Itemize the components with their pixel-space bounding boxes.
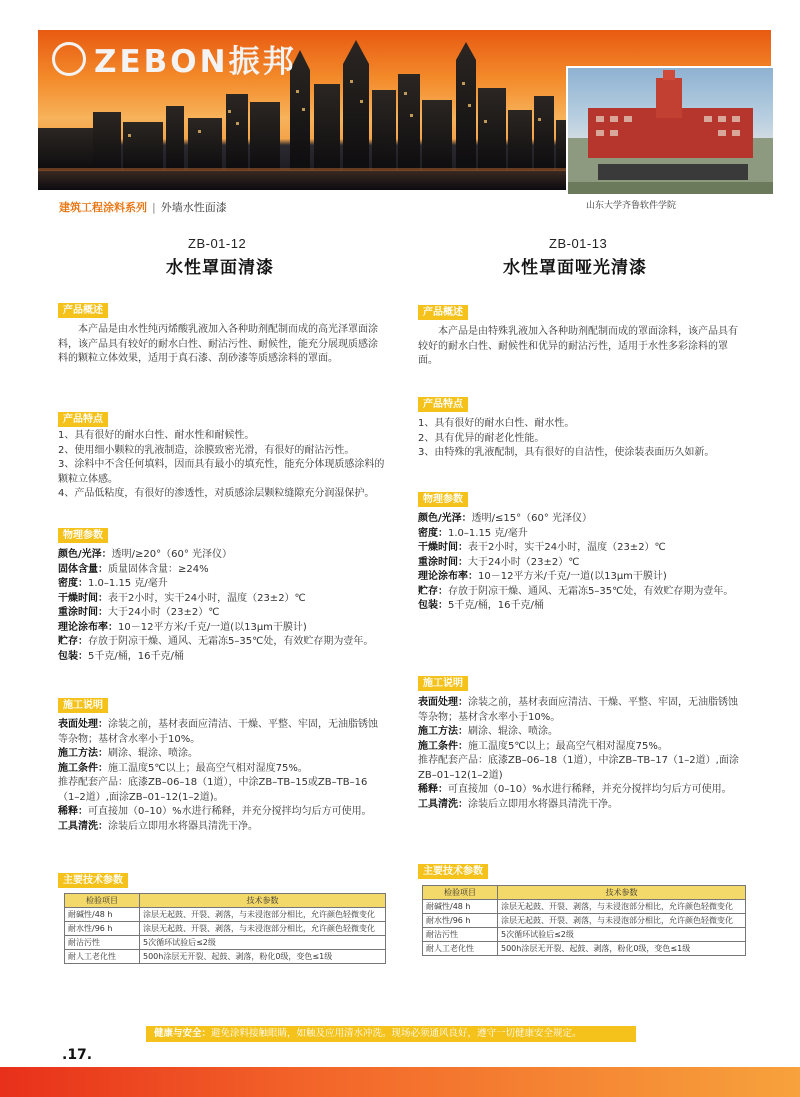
right-features-tag: 产品特点 xyxy=(418,397,468,412)
health-label: 健康与安全： xyxy=(154,1028,212,1039)
param-item: 包装：5千克/桶，16千克/桶 xyxy=(418,600,544,611)
construction-item: 工具清洗：涂装后立即用水将器具清洗干净。 xyxy=(58,820,258,832)
building-photo xyxy=(566,66,775,196)
page-number: .17. xyxy=(62,1047,93,1063)
feature-item: 3、由特殊的乳液配制，具有很好的自洁性，使涂装表面历久如新。 xyxy=(418,447,715,458)
table-row: 耐水性/96 h 涂层无起鼓、开裂、剥落，与未浸泡部分相比，允许颜色轻微变化 xyxy=(423,914,746,928)
param-item: 理论涂布率：10－12平方米/千克/一道(以13μm干膜计) xyxy=(418,571,667,582)
param-item: 干燥时间：表干2小时，实干24小时，温度（23±2）℃ xyxy=(418,542,666,553)
feature-item: 1、具有很好的耐水白性、耐水性和耐候性。 xyxy=(58,430,255,441)
construction-item: 施工条件：施工温度5℃以上；最高空气相对湿度75%。 xyxy=(58,762,308,774)
right-product-title: 水性罩面哑光清漆 xyxy=(503,258,647,278)
construction-item: 施工方法：刷涂、辊涂、喷涂。 xyxy=(58,748,198,759)
left-product-code: ZB-01-12 xyxy=(188,236,247,251)
left-product-title: 水性罩面清漆 xyxy=(166,258,274,278)
health-safety-banner xyxy=(146,1026,636,1042)
health-text: 避免涂料接触眼睛，如触及应用清水冲洗。现场必须通风良好，遵守一切健康安全规定。 xyxy=(211,1028,582,1039)
table-header-cell: 技术参数 xyxy=(140,894,386,908)
construction-item: 表面处理：涂装之前，基材表面应清洁、干燥、平整、牢固，无油脂锈蚀等杂物；基材含水率小于10%。 xyxy=(418,697,738,723)
feature-item: 1、具有很好的耐水白性、耐水性。 xyxy=(418,418,575,429)
right-spec-table xyxy=(422,885,746,956)
table-row: 耐人工老化性 500h涂层无开裂、起鼓、剥落，粉化0级，变色≤1级 xyxy=(423,942,746,956)
left-features-list xyxy=(58,429,386,502)
table-header-row xyxy=(423,886,746,900)
right-overview-tag: 产品概述 xyxy=(418,305,468,320)
series-category: 外墙水性面漆 xyxy=(160,201,227,214)
right-construction-tag: 施工说明 xyxy=(418,676,468,691)
param-item: 干燥时间：表干2小时，实干24小时，温度（23±2）℃ xyxy=(58,592,306,604)
table-row: 耐水性/96 h 涂层无起鼓、开裂、剥落，与未浸泡部分相比，允许颜色轻微变化 xyxy=(65,922,386,936)
construction-item: 表面处理：涂装之前，基材表面应清洁、干燥、平整、牢固，无油脂锈蚀等杂物；基材含水率小于10%。 xyxy=(58,719,378,745)
series-name: 建筑工程涂料系列 xyxy=(59,201,147,214)
table-header-cell: 检验项目 xyxy=(423,886,498,900)
left-construction-list xyxy=(58,718,386,834)
table-header-cell: 技术参数 xyxy=(498,886,746,900)
footer-bar xyxy=(0,1067,800,1097)
right-overview-text: 本产品是由特殊乳液加入各种助剂配制而成的罩面涂料，该产品具有较好的耐水白性、耐候性和优异的耐沾污性，适用于水性多彩涂料的罩面。 xyxy=(418,326,738,366)
table-header-row xyxy=(65,894,386,908)
table-row: 耐碱性/48 h 涂层无起鼓、开裂、剥落，与未浸泡部分相比，允许颜色轻微变化 xyxy=(423,900,746,914)
param-item: 贮存：存放于阴凉干燥、通风、无霜冻5–35℃处，有效贮存期为壹年。 xyxy=(418,585,734,597)
photo-caption: 山东大学齐鲁软件学院 xyxy=(586,201,677,211)
param-item: 颜色/光泽：透明/≤15°（60° 光泽仪） xyxy=(418,513,593,524)
param-item: 贮存：存放于阴凉干燥、通风、无霜冻5–35℃处，有效贮存期为壹年。 xyxy=(58,636,374,647)
param-item: 重涂时间：大于24小时（23±2）℃ xyxy=(58,607,220,618)
series-breadcrumb xyxy=(59,199,227,215)
right-table-tag: 主要技术参数 xyxy=(418,864,488,879)
university-building-image xyxy=(568,68,773,194)
left-spec-table xyxy=(64,893,386,964)
param-item: 颜色/光泽：透明/≥20°（60° 光泽仪） xyxy=(58,549,233,560)
right-product-code: ZB-01-13 xyxy=(549,236,608,251)
param-item: 密度：1.0–1.15 克/毫升 xyxy=(58,578,168,589)
feature-item: 3、涂料中不含任何填料，因而具有最小的填充性，能充分体现质感涂料的颗粒立体感。 xyxy=(58,459,385,485)
param-item: 密度：1.0–1.15 克/毫升 xyxy=(418,527,528,539)
left-construction-tag: 施工说明 xyxy=(58,698,108,713)
construction-item: 施工方法：刷涂、辊涂、喷涂。 xyxy=(418,726,558,737)
right-construction-list xyxy=(418,696,746,812)
right-features-list xyxy=(418,417,746,461)
left-params-list xyxy=(58,548,386,664)
table-row: 耐沾污性 5次循环试验后≤2级 xyxy=(423,928,746,942)
left-overview-tag: 产品概述 xyxy=(58,303,108,318)
feature-item: 2、具有优异的耐老化性能。 xyxy=(418,432,545,444)
param-item: 重涂时间：大于24小时（23±2）℃ xyxy=(418,556,580,568)
left-overview-text: 本产品是由水性纯丙烯酸乳液加入各种助剂配制而成的高光泽罩面涂料，该产品具有较好的耐水白性、耐沾污性、耐候性，能充分展现质感涂料的颗粒立体效果，适用于真石漆、刮砂漆等质感涂料的罩面。 xyxy=(58,324,378,364)
table-row: 耐人工老化性 500h涂层无开裂、起鼓、剥落，粉化0级，变色≤1级 xyxy=(65,950,386,964)
brand-logo: ZEBON振邦 xyxy=(52,36,297,81)
brand-mark-icon xyxy=(52,42,86,76)
construction-item: 稀释：可直接加（0–10）%水进行稀释，并充分搅拌均匀后方可使用。 xyxy=(58,806,372,817)
param-item: 固体含量：质量固体含量：≥24% xyxy=(58,563,209,575)
left-features-tag: 产品特点 xyxy=(58,412,108,427)
construction-item: 工具清洗：涂装后立即用水将器具清洗干净。 xyxy=(418,798,618,810)
left-table-tag: 主要技术参数 xyxy=(58,873,128,888)
table-row: 耐沾污性 5次循环试验后≤2级 xyxy=(65,936,386,950)
param-item: 包装：5千克/桶，16千克/桶 xyxy=(58,650,184,662)
construction-item: 推荐配套产品：底漆ZB–06–18（1道），中涂ZB–TB–15或ZB–TB–16（1–2道）,面涂ZB–01–12(1–2道)。 xyxy=(58,777,368,803)
right-params-tag: 物理参数 xyxy=(418,492,468,507)
construction-item: 稀释：可直接加（0–10）%水进行稀释，并充分搅拌均匀后方可使用。 xyxy=(418,784,732,795)
table-row: 耐碱性/48 h 涂层无起鼓、开裂、剥落，与未浸泡部分相比，允许颜色轻微变化 xyxy=(65,908,386,922)
right-params-list xyxy=(418,512,746,614)
construction-item: 推荐配套产品：底漆ZB–06–18（1道），中涂ZB–TB–17（1–2道）,面涂ZB–01–12(1–2道) xyxy=(418,755,739,781)
series-separator: | xyxy=(152,201,156,214)
table-header-cell: 检验项目 xyxy=(65,894,140,908)
left-params-tag: 物理参数 xyxy=(58,528,108,543)
param-item: 理论涂布率：10－12平方米/千克/一道(以13μm干膜计) xyxy=(58,621,307,633)
feature-item: 4、产品低粘度，有很好的渗透性，对质感涂层颗粒缝隙充分润湿保护。 xyxy=(58,488,375,499)
feature-item: 2、使用细小颗粒的乳液制造，涂膜致密光滑，有很好的耐沾污性。 xyxy=(58,444,355,456)
construction-item: 施工条件：施工温度5℃以上；最高空气相对湿度75%。 xyxy=(418,740,668,752)
